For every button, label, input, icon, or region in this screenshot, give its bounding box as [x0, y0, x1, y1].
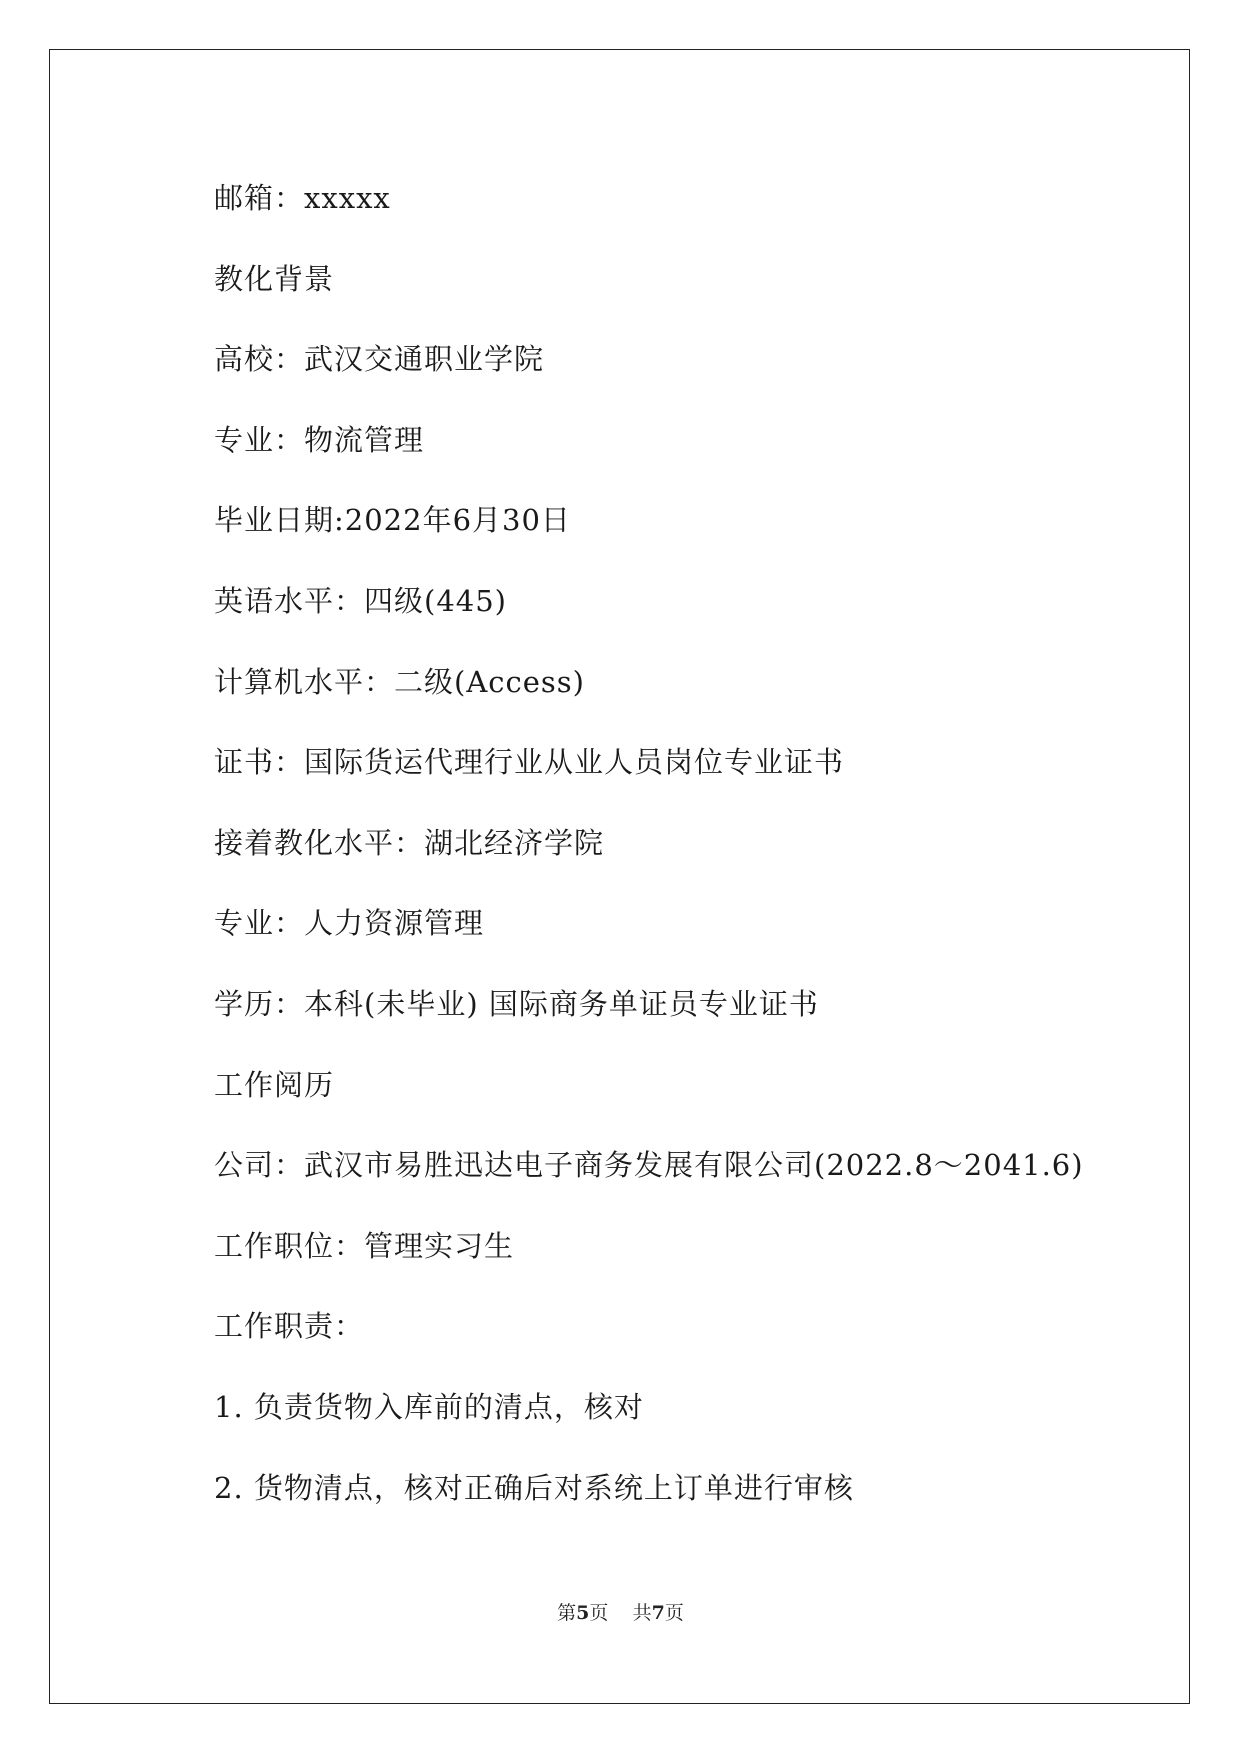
footer-page-suffix: 页	[664, 1602, 684, 1624]
duty-item-1: 1. 负责货物入库前的清点，核对	[214, 1389, 644, 1424]
job-duties-heading: 工作职责：	[214, 1309, 365, 1344]
email-line: 邮箱：xxxxx	[214, 181, 391, 215]
school-line: 高校：武汉交通职业学院	[214, 342, 545, 377]
second-major-line: 专业：人力资源管理	[214, 906, 485, 941]
page-number-footer	[0, 1598, 1241, 1625]
footer-page-prefix: 第	[557, 1602, 577, 1624]
certificate-line: 证书：国际货运代理行业从业人员岗位专业证书	[214, 745, 845, 780]
major-line: 专业：物流管理	[214, 422, 425, 457]
degree-line: 学历：本科(未毕业) 国际商务单证员专业证书	[214, 986, 819, 1021]
footer-current-page: 5	[576, 1602, 590, 1624]
continuing-education-line: 接着教化水平：湖北经济学院	[214, 825, 605, 860]
duty-item-2: 2. 货物清点，核对正确后对系统上订单进行审核	[214, 1470, 854, 1505]
company-line: 公司：武汉市易胜迅达电子商务发展有限公司(2022.8～2041.6)	[214, 1148, 1084, 1183]
footer-page-mid: 页 共	[589, 1602, 652, 1624]
footer-total-pages: 7	[651, 1602, 665, 1624]
education-heading: 教化背景	[214, 261, 335, 296]
computer-level-line: 计算机水平：二级(Access)	[214, 664, 585, 699]
document-body	[214, 158, 1134, 1528]
work-experience-heading: 工作阅历	[214, 1067, 335, 1102]
english-level-line: 英语水平：四级(445)	[214, 583, 507, 618]
graduation-date-line: 毕业日期:2022年6月30日	[214, 503, 571, 538]
job-position-line: 工作职位：管理实习生	[214, 1228, 515, 1263]
